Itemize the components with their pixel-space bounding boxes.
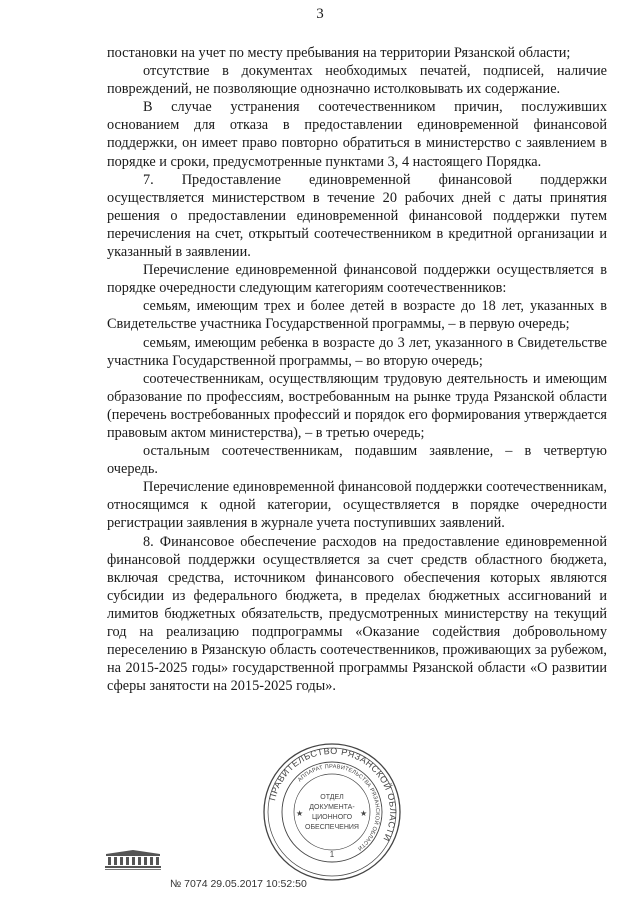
stamp-line: ОТДЕЛ (320, 794, 344, 801)
document-body (107, 44, 607, 695)
paragraph: постановки на учет по месту пребывания на территории Рязанской области; (107, 45, 571, 61)
page-number: 3 (316, 6, 324, 22)
stamp-line: ДОКУМЕНТА- (309, 804, 355, 811)
building-logo-icon (104, 849, 162, 871)
paragraph: соотечественникам, осуществляющим трудовую деятельность и имеющим образование по профессиям, востребованным на рынке труда Рязанской области (перечень востребованных профессий и порядок его формирования утверждается правовым актом министерства), – в третью очередь; (107, 370, 607, 441)
paragraph: семьям, имеющим трех и более детей в возрасте до 18 лет, указанных в Свидетельстве участника Государственной программы, – в первую очередь; (107, 298, 607, 333)
official-stamp (262, 742, 402, 882)
star-icon: ★ (360, 809, 368, 818)
stamp-inner-text: АППАРАТ ПРАВИТЕЛЬСТВА РЯЗАНСКОЙ ОБЛАСТИ (297, 763, 381, 852)
paragraph: 7. Предоставление единовременной финансовой поддержки осуществляется министерством в течение 20 рабочих дней с даты принятия решения о предоставлении единовременной финансовой поддержки путем перечисления на счет, открытый соотечественником в кредитной организации и указанный в заявлении. (107, 171, 607, 261)
paragraph: 8. Финансовое обеспечение расходов на предоставление единовременной финансовой поддержки осуществляется за счет средств областного бюджета, включая средства, источником финансового обеспечения которых являются субсидии из федерального бюджета, в пределах бюджетных ассигнований и лимитов бюджетных обязательств, предусмотренных министерству на текущий год на реализацию подпрограммы «Оказание содействия добровольному переселению в Рязанскую область соотечественников, проживающих за рубежом, на 2015-2025 годы» государственной программы Рязанской области «О развитии сферы занятости на 2015-2025 годы». (107, 533, 607, 695)
paragraph: остальным соотечественникам, подавшим заявление, – в четвертую очередь. (107, 443, 607, 478)
paragraph: В случае устранения соотечественником причин, послуживших основанием для отказа в предоставлении единовременной финансовой поддержки, он имеет право повторно обратиться в министерство с заявлением в порядке и сроки, предусмотренные пунктами 3, 4 настоящего Порядка. (107, 99, 607, 170)
stamp-number: 1 (329, 850, 335, 859)
registration-number: № 7074 29.05.2017 10:52:50 (170, 878, 307, 890)
paragraph: отсутствие в документах необходимых печатей, подписей, наличие повреждений, не позволяющие однозначно истолковывать их содержание. (107, 63, 607, 98)
paragraph: Перечисление единовременной финансовой поддержки соотечественникам, относящимся к одной категории, осуществляется в порядке очередности регистрации заявления в журнале учета поступивших заявлений. (107, 479, 607, 532)
stamp-outer-text: ПРАВИТЕЛЬСТВО РЯЗАНСКОЙ ОБЛАСТИ (267, 745, 399, 844)
paragraph: семьям, имеющим ребенка в возрасте до 3 лет, указанного в Свидетельстве участника Государственной программы, – во вторую очередь; (107, 334, 607, 369)
stamp-line: ОБЕСПЕЧЕНИЯ (305, 824, 359, 831)
star-icon: ★ (296, 809, 304, 818)
paragraph: Перечисление единовременной финансовой поддержки осуществляется в порядке очередности следующим категориям соотечественников: (107, 262, 607, 297)
stamp-line: ЦИОННОГО (311, 814, 353, 821)
